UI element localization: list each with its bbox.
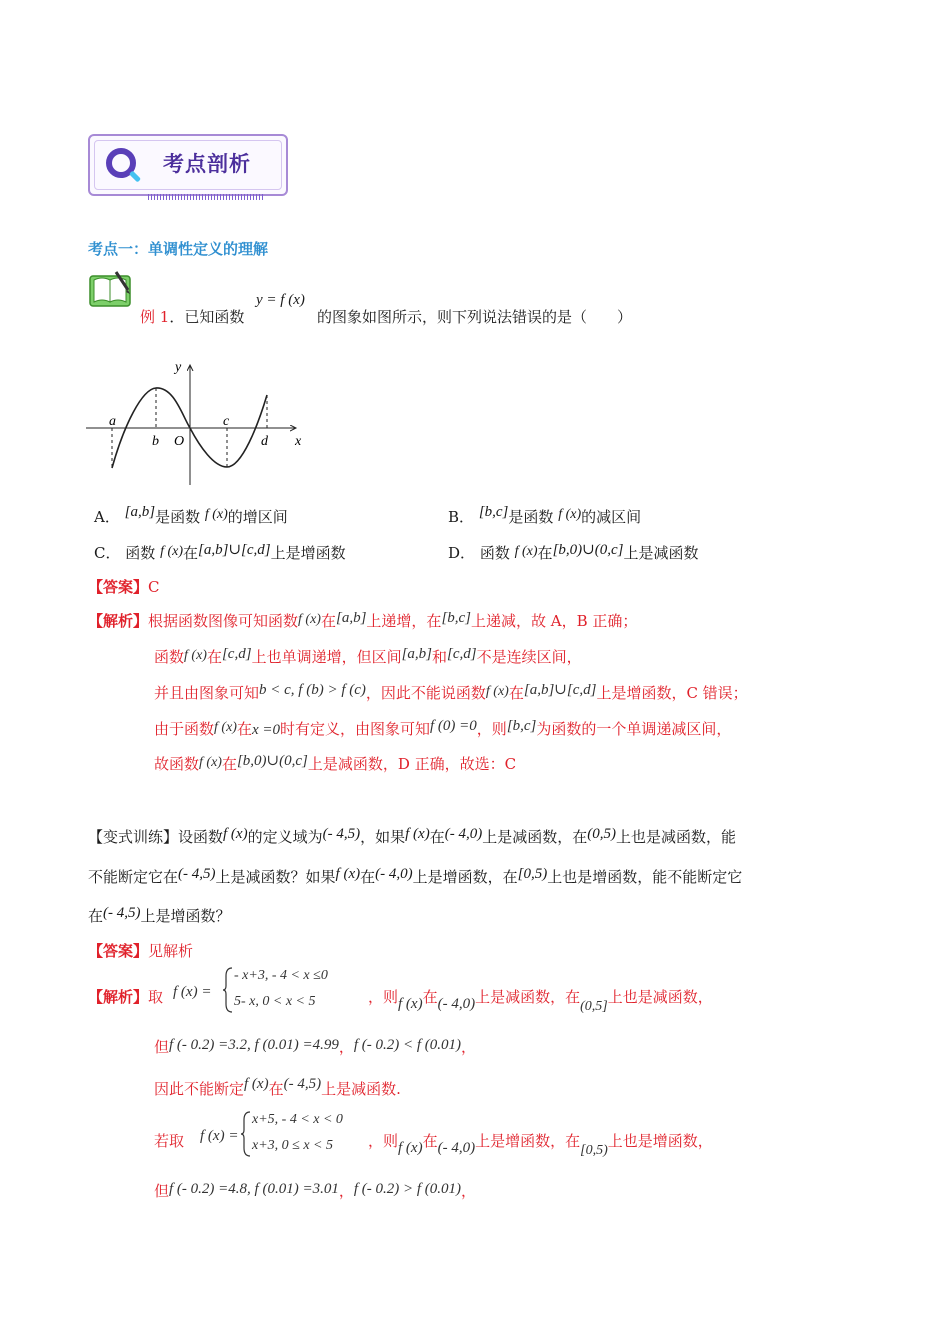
search-icon: [106, 148, 136, 178]
text: 上是增函数，在: [475, 1132, 581, 1150]
analysis-2-line-1: [368, 986, 713, 1014]
text: ，因此不能说函数: [365, 684, 486, 702]
axis-x-label: x: [295, 434, 302, 449]
variant-line-2: [88, 866, 742, 887]
analysis-2-line-5: [154, 1180, 476, 1201]
math: [b,0)∪(0,c]: [236, 753, 308, 769]
text: 在: [221, 755, 237, 773]
analysis-2-line-2: [154, 1036, 476, 1057]
axis-y-label: y: [175, 360, 182, 375]
example-stem: [140, 306, 244, 327]
function-graph: [82, 355, 322, 490]
text: 但: [154, 1038, 170, 1056]
text: 不能断定它在: [88, 868, 179, 886]
math: (- 4,5): [322, 826, 361, 842]
math: (- 4,5): [103, 905, 141, 921]
option-fx: f (x): [558, 507, 582, 522]
math: f (x): [199, 755, 222, 770]
answer-label: 【答案】: [88, 942, 149, 960]
text: 上是增函数，在: [412, 868, 518, 886]
analysis-label: 【解析】: [88, 612, 149, 630]
math: (- 4,0): [437, 1140, 476, 1156]
option-fx: f (x): [160, 544, 183, 559]
text: 并且由图象可知: [154, 684, 260, 702]
math: [0,5): [517, 866, 548, 882]
math: f (- 0.2) < f (0.01): [353, 1037, 462, 1053]
option-letter: B．: [448, 508, 475, 526]
option-text: 函数: [125, 544, 156, 562]
math: f (x): [244, 1076, 269, 1092]
math: f (0) =0: [430, 718, 477, 734]
text: 上也是增函数，能不能断定它: [547, 868, 743, 886]
text: 在: [320, 612, 336, 630]
text: 取: [148, 988, 164, 1006]
text: 上也单调递增，但区间: [251, 648, 402, 666]
text: 在: [508, 684, 524, 702]
text: 上是减函数.: [321, 1080, 401, 1098]
text: ，: [461, 1182, 477, 1200]
text: 在: [360, 868, 376, 886]
section-title: 考点一：单调性定义的理解: [88, 240, 269, 258]
option-text: 的增区间: [227, 508, 288, 526]
example-func: y = f (x): [256, 292, 305, 308]
text: 上是减函数，D 正确，故选：C: [307, 755, 517, 773]
text: 在: [268, 1080, 284, 1098]
math: x =0: [251, 722, 280, 738]
analysis-1-line-1: [88, 610, 637, 631]
math: f (x): [214, 720, 237, 735]
math: [b,c]: [506, 718, 537, 734]
brace-2: [240, 1110, 252, 1158]
option-d[interactable]: [448, 542, 698, 563]
option-text: 在: [537, 544, 553, 562]
option-letter: C．: [94, 544, 121, 562]
text: 上递增，在: [366, 612, 442, 630]
math: (0,5): [587, 826, 616, 842]
math: [a,b]∪[c,d]: [523, 682, 597, 698]
analysis-2-line-4: [368, 1130, 713, 1158]
math: f (x): [405, 826, 430, 842]
origin-label: O: [174, 434, 185, 449]
option-fx: f (x): [204, 507, 228, 522]
text: 由于函数: [154, 720, 215, 738]
math: f (- 0.2) =4.8, f (0.01) =3.01: [169, 1181, 339, 1197]
math: [c,d]: [221, 646, 252, 662]
point-a: a: [109, 414, 116, 429]
text: 时有定义，由图象可知: [280, 720, 431, 738]
option-text: 上是增函数: [270, 544, 346, 562]
piecewise-1-fx: f (x) =: [173, 984, 212, 1000]
text: 不是连续区间，: [476, 648, 582, 666]
badge-stripes: [148, 194, 264, 200]
text: 根据函数图像可知函数: [148, 612, 299, 630]
math: f (- 0.2) > f (0.01): [353, 1181, 462, 1197]
variant-line-3: [88, 905, 231, 926]
option-text: 是函数: [508, 508, 554, 526]
math: [b,c]: [441, 610, 472, 626]
text: 上递减，故 A，B 正确；: [471, 612, 638, 630]
text: 上也是减函数，能: [615, 828, 736, 846]
text: 在: [422, 988, 438, 1006]
text: 因此不能断定: [154, 1080, 245, 1098]
text: ，则: [368, 988, 399, 1006]
math: (- 4,0): [437, 996, 476, 1012]
text: 上也是增函数，: [607, 1132, 713, 1150]
analysis-2-line-3: [154, 1078, 401, 1099]
math: (- 4,5): [178, 866, 216, 882]
text: 函数: [154, 648, 185, 666]
option-interval: [a,b]∪[c,d]: [198, 542, 271, 558]
analysis-1-line-5: [154, 753, 516, 774]
text: 在: [429, 828, 445, 846]
math: f (x): [223, 826, 248, 842]
text: 【变式训练】设函数: [88, 828, 224, 846]
answer-value: C: [148, 578, 160, 596]
text: 但: [154, 1182, 170, 1200]
answer-label: 【答案】: [88, 578, 149, 596]
text: ，: [338, 1038, 354, 1056]
text: 故函数: [154, 755, 200, 773]
answer-2: [88, 940, 193, 961]
text: 上是增函数？: [140, 907, 231, 925]
math: f (x): [184, 648, 207, 663]
answer-value: 见解析: [148, 942, 194, 960]
brace-1: [222, 966, 234, 1014]
option-text: 上是减函数: [623, 544, 699, 562]
option-interval: [a,b]: [124, 504, 156, 520]
math: (- 4,0): [375, 866, 413, 882]
option-interval: [b,c]: [478, 504, 509, 520]
option-fx: f (x): [514, 544, 538, 559]
piecewise-1-case-b: 5- x, 0 < x < 5: [234, 994, 316, 1009]
text: 和: [432, 648, 448, 666]
text: 在: [422, 1132, 438, 1150]
math: f (x): [398, 996, 423, 1012]
piecewise-1-case-a: - x+3, - 4 < x ≤0: [234, 968, 328, 983]
text: ，则: [368, 1132, 399, 1150]
text: 在: [236, 720, 252, 738]
text: 上是减函数，在: [475, 988, 581, 1006]
book-icon: [88, 268, 134, 308]
math: [c,d]: [447, 646, 477, 662]
option-letter: D．: [448, 544, 476, 562]
math: [0,5): [580, 1143, 608, 1158]
section-badge: [88, 134, 288, 196]
math: (- 4,0): [444, 826, 483, 842]
text: ，则: [476, 720, 507, 738]
math: [a,b]: [335, 610, 367, 626]
math: f (x): [298, 612, 321, 627]
option-b[interactable]: [448, 506, 641, 527]
analysis-2-take-2: 若取: [154, 1132, 185, 1150]
option-letter: A．: [94, 508, 120, 526]
analysis-2-label: [88, 986, 163, 1007]
piecewise-2-fx: f (x) =: [200, 1128, 239, 1144]
answer-1: [88, 576, 160, 597]
text: ，: [461, 1038, 477, 1056]
text: 上是增函数，C 错误；: [596, 684, 748, 702]
text: 上是减函数，在: [482, 828, 588, 846]
option-c[interactable]: [94, 542, 346, 563]
text: 上是减函数？如果: [215, 868, 336, 886]
math: b < c, f (b) > f (c): [259, 682, 366, 698]
analysis-1-line-3: [154, 682, 748, 703]
math: f (x): [335, 866, 361, 882]
stem-text: ．已知函数: [169, 308, 245, 326]
analysis-1-line-2: [154, 646, 582, 667]
example-label: 例 1: [140, 308, 170, 326]
text: 的定义域为: [247, 828, 323, 846]
math: f (- 0.2) =3.2, f (0.01) =4.99: [169, 1037, 339, 1053]
point-d: d: [261, 434, 268, 449]
option-text: 在: [183, 544, 199, 562]
option-interval: [b,0)∪(0,c]: [552, 542, 624, 558]
analysis-1-line-4: [154, 718, 731, 739]
piecewise-2-case-b: x+3, 0 ≤ x < 5: [252, 1138, 334, 1153]
example-stem-post: 的图象如图所示，则下列说法错误的是（ ）: [317, 308, 633, 326]
analysis-label: 【解析】: [88, 988, 149, 1006]
text: ，如果: [360, 828, 406, 846]
option-text: 的减区间: [581, 508, 642, 526]
math: [a,b]: [401, 646, 433, 662]
text: 在: [206, 648, 222, 666]
variant-line-1: [88, 826, 736, 847]
point-c: c: [223, 414, 230, 429]
point-b: b: [152, 434, 159, 449]
math: f (x): [398, 1140, 423, 1156]
option-a[interactable]: [94, 506, 288, 527]
piecewise-2-case-a: x+5, - 4 < x < 0: [252, 1112, 343, 1127]
math: (- 4,5): [283, 1076, 322, 1092]
option-text: 函数: [479, 544, 510, 562]
text: 为函数的一个单调递减区间，: [536, 720, 732, 738]
text: 上也是减函数，: [607, 988, 713, 1006]
text: 在: [88, 907, 104, 925]
badge-title: 考点剖析: [163, 152, 251, 176]
math: f (x): [485, 684, 509, 699]
option-text: 是函数: [155, 508, 201, 526]
math: (0,5]: [580, 999, 608, 1014]
text: ，: [338, 1182, 354, 1200]
